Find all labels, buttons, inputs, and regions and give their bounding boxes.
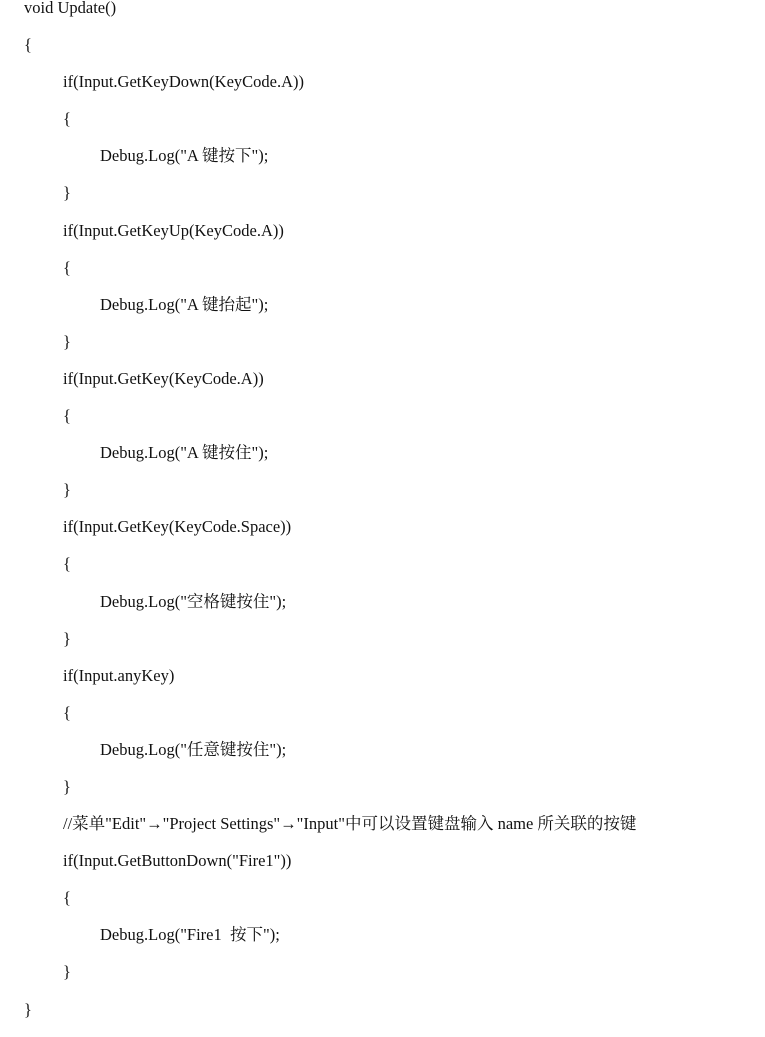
code-line: if(Input.anyKey)	[63, 665, 175, 685]
code-line: Debug.Log("任意键按住");	[100, 739, 287, 759]
code-line: if(Input.GetKeyUp(KeyCode.A))	[63, 220, 284, 240]
code-comment: //菜单"Edit"→"Project Settings"→"Input"中可以设置键盘输入 name 所关联的按键	[63, 814, 637, 834]
code-listing	[24, 0, 759, 1037]
code-line: }	[24, 999, 32, 1019]
code-line: Debug.Log("A 键按住");	[100, 443, 269, 463]
code-line: Debug.Log("Fire1 按下");	[100, 925, 280, 945]
code-line: }	[63, 331, 71, 351]
code-line: Debug.Log("A 键抬起");	[100, 294, 269, 314]
code-line: {	[63, 702, 71, 722]
code-line: }	[63, 962, 71, 982]
code-line: {	[63, 888, 71, 908]
code-line: }	[63, 628, 71, 648]
code-line: {	[63, 109, 71, 129]
code-line: if(Input.GetKey(KeyCode.Space))	[63, 517, 292, 537]
code-line: }	[63, 776, 71, 796]
code-line: if(Input.GetKey(KeyCode.A))	[63, 368, 264, 388]
code-line: Debug.Log("空格键按住");	[100, 591, 287, 611]
code-line: }	[63, 480, 71, 500]
code-line: void Update()	[24, 0, 117, 17]
code-line: {	[63, 554, 71, 574]
code-line: {	[63, 406, 71, 426]
code-line: {	[63, 257, 71, 277]
code-line: if(Input.GetButtonDown("Fire1"))	[63, 851, 292, 871]
code-line: Debug.Log("A 键按下");	[100, 146, 269, 166]
code-line: {	[24, 35, 32, 55]
code-line: if(Input.GetKeyDown(KeyCode.A))	[63, 72, 305, 92]
code-line: }	[63, 183, 71, 203]
